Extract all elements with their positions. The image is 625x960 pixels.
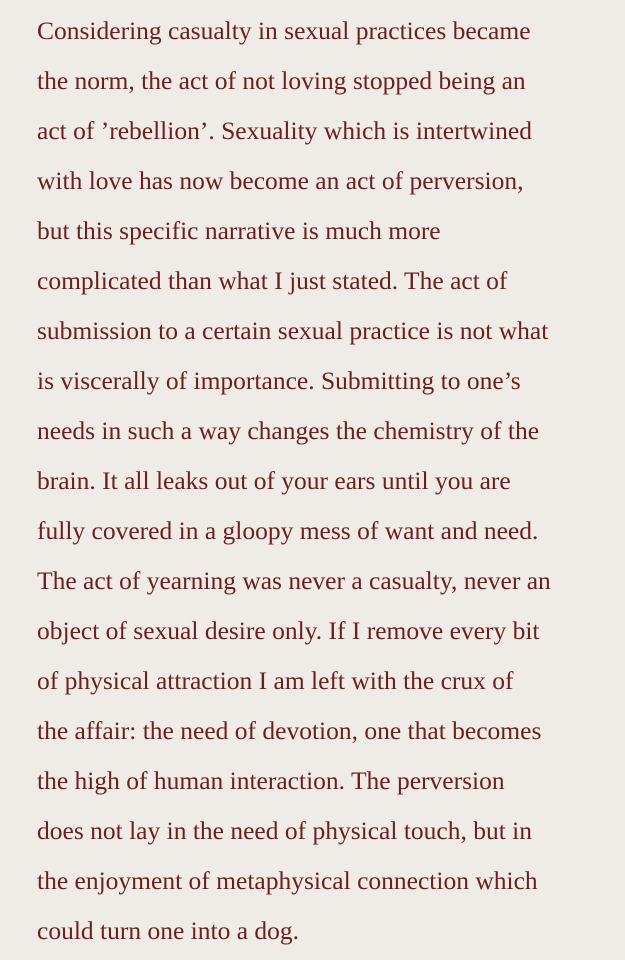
paragraph-line: Considering casualty in sexual practices became: [37, 16, 531, 45]
paragraph-line: is viscerally of importance. Submitting to one’s: [37, 366, 521, 395]
paragraph-line: submission to a certain sexual practice is not what: [37, 316, 549, 345]
paragraph-line: the high of human interaction. The perversion: [37, 766, 505, 795]
paragraph-line: could turn one into a dog.: [37, 916, 300, 945]
paragraph-line: needs in such a way changes the chemistry of the: [37, 416, 540, 445]
paragraph-line: brain. It all leaks out of your ears until you are: [37, 466, 511, 495]
paragraph-line: object of sexual desire only. If I remove every bit: [37, 616, 540, 645]
paragraph-line: fully covered in a gloopy mess of want and need.: [37, 516, 539, 545]
paragraph-line: of physical attraction I am left with the crux of: [37, 666, 514, 695]
paragraph-line: the affair: the need of devotion, one that becomes: [37, 716, 542, 745]
paragraph-line: does not lay in the need of physical touch, but in: [37, 816, 533, 845]
paragraph-line: complicated than what I just stated. The act of: [37, 266, 508, 295]
paragraph-line: the norm, the act of not loving stopped being an: [37, 66, 526, 95]
paragraph-line: but this specific narrative is much more: [37, 216, 441, 245]
paragraph-line: The act of yearning was never a casualty, never an: [37, 566, 551, 595]
body-paragraph: [37, 6, 612, 956]
paragraph-line: act of ’rebellion’. Sexuality which is intertwined: [37, 116, 532, 145]
paragraph-line: the enjoyment of metaphysical connection which: [37, 866, 538, 895]
paragraph-line: with love has now become an act of perversion,: [37, 166, 524, 195]
